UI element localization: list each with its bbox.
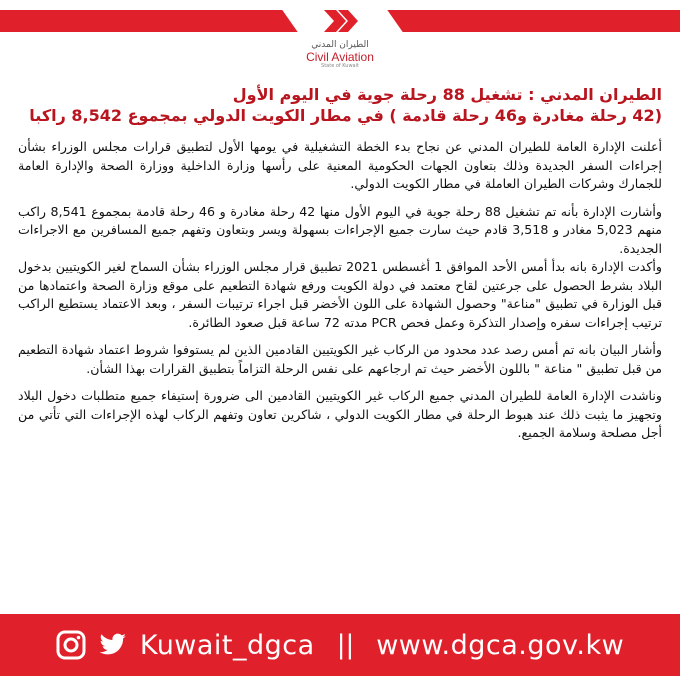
headline-line-2: (42 رحلة مغادرة و46 رحلة قادمة ) في مطار الكويت الدولي بمجموع 8,542 راكبا xyxy=(29,106,662,125)
paragraph-returned-passengers: وأشار البيان بانه تم أمس رصد عدد محدود من الركاب غير الكويتيين القادمين الذين لم يستوفوا شروط اعتماد شهادة التطعيم من قبل تطبيق " مناعة " باللون الأخضر حيث تم ارجاعهم على نفس الرحلة التزاماً بتطبيق القرارات بهذا الشأن. xyxy=(18,342,662,376)
chevron-logo-icon xyxy=(310,2,370,40)
logo-tagline: State of Kuwait xyxy=(321,63,359,69)
paragraph-appeal: وناشدت الإدارة العامة للطيران المدني جميع الركاب غير الكويتيين القادمين الى ضرورة إستيفاء جميع متطلبات دخول البلاد وتجهيز ما يثبت ذلك عند هبوط الرحلة في مطار الكويت الدولي ، شاكرين تعاون وتفهم الركاب لهذه الإجراءات التي تأتي من أجل مصلحة وسلامة الجميع. xyxy=(18,388,662,440)
social-handle[interactable]: Kuwait_dgca xyxy=(139,629,315,661)
instagram-icon[interactable] xyxy=(56,630,86,660)
paragraph-flights-stats: وأشارت الإدارة بأنه تم تشغيل 88 رحلة جوية في اليوم الأول منها 42 رحلة مغادرة و 46 رحلة قادمة بمجموع 8,541 راكب منهم 5,023 مغادر و 3,518 قادم حيث سارت جميع الإجراءات بسهولة ويسر وبتعاون وتفهم جميع المسافرين مع الاجراءات الجديدة. xyxy=(18,203,662,256)
logo-arabic-name: الطيران المدني xyxy=(311,40,369,50)
footer-bar xyxy=(0,614,680,676)
footer-separator: || xyxy=(336,630,355,660)
logo-english-name: Civil Aviation xyxy=(306,50,374,64)
twitter-icon[interactable] xyxy=(96,630,130,660)
website-link[interactable]: www.dgca.gov.kw xyxy=(376,629,625,661)
paragraph-entry-requirements: وأكدت الإدارة بانه بدأ أمس الأحد الموافق 1 أغسطس 2021 تطبيق قرار مجلس الوزراء بشأن السماح لغير الكويتيين بدخول البلاد بشرط الحصول على جرعتين لقاح معتمد في دولة الكويت ورفع شهادة التطعيم على موقع وزارة الصحة واعتمادها من قبل الوزارة في تطبيق "مناعة" وحصول الشهادة على اللون الأخضر قبل اجراء ترتيبات السفر ، وبعد الاعتماد يستطيع الراكب ترتيب إجراءات سفره وإصدار التذكرة وعمل فحص PCR مدته 72 ساعة قبل صعود الطائرة. xyxy=(18,259,662,330)
civil-aviation-logo xyxy=(0,0,680,80)
paragraph-announcement: أعلنت الإدارة العامة للطيران المدني عن نجاح بدء الخطة التشغيلية في يومها الأول لتطبيق قرارات مجلس الوزراء بشأن إجراءات السفر الجديدة وذلك بتعاون الجهات الحكومية المعنية على رأسها وزارة الداخلية ووزارة الصحة والإدارة العامة للجمارك وشركات الطيران العاملة في مطار الكويت الدولي. xyxy=(18,139,662,191)
press-release xyxy=(18,84,662,452)
headline-line-1: الطيران المدني : تشغيل 88 رحلة جوية في اليوم الأول xyxy=(232,85,662,104)
